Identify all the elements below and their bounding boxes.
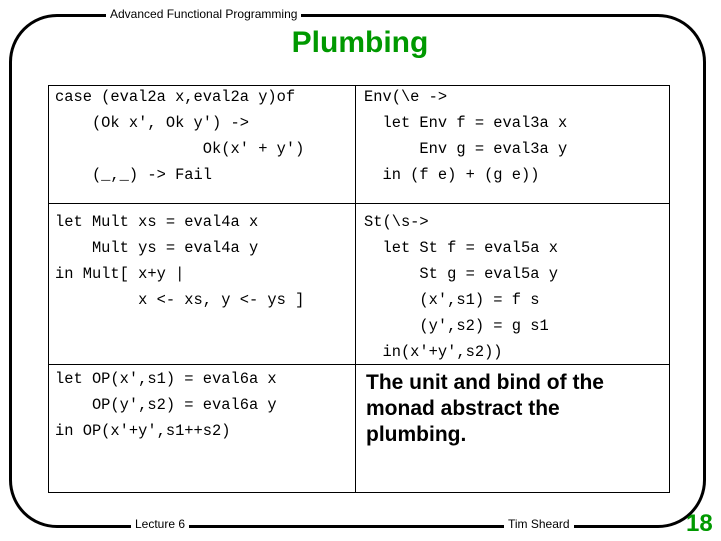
code-cell-env-monad: Env(\e -> let Env f = eval3a x Env g = eval3a y in (f e) + (g e))	[364, 88, 568, 184]
code-cell-error-monad: case (eval2a x,eval2a y)of (Ok x', Ok y') -> Ok(x' + y') (_,_) -> Fail	[55, 88, 305, 184]
table-divider-row1-left	[48, 203, 355, 204]
table-divider-row1-right	[355, 203, 670, 204]
lecture-label: Lecture 6	[131, 517, 189, 531]
author-label: Tim Sheard	[504, 517, 574, 531]
course-title: Advanced Functional Programming	[106, 7, 301, 21]
table-divider-row2-left	[48, 364, 355, 365]
page-number: 18	[686, 510, 713, 537]
slide-title: Plumbing	[291, 26, 429, 59]
summary-text: The unit and bind of the monad abstract the plumbing.	[366, 371, 604, 446]
code-cell-state-monad: St(\s-> let St f = eval5a x St g = eval5a y (x',s1) = f s (y',s2) = g s1 in(x'+y',s2))	[364, 213, 558, 361]
table-divider-vertical	[355, 85, 356, 493]
code-cell-output-monad: let OP(x',s1) = eval6a x OP(y',s2) = eval6a y in OP(x'+y',s1++s2)	[55, 370, 277, 440]
code-cell-list-monad: let Mult xs = eval4a x Mult ys = eval4a y in Mult[ x+y | x <- xs, y <- ys ]	[55, 213, 305, 309]
